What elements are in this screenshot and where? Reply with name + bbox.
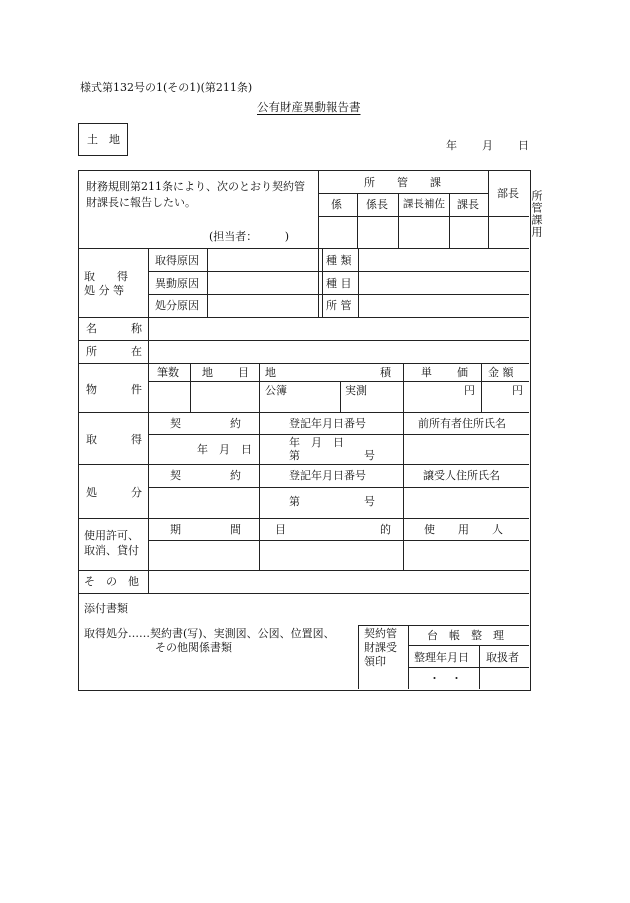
col-area-a: 地 [265,366,276,379]
area-survey: 実測 [345,384,367,397]
reason-change: 異動原因 [155,277,199,290]
col-area-b: 積 [380,366,391,379]
dispose-reg-header: 登記年月日番号 [289,469,366,482]
name-label-a: 名 [86,322,97,335]
col-kakari: 係 [331,198,342,211]
receipt-line2: 財課受 [364,641,397,654]
location-label-a: 所 [86,345,97,358]
property-label-b: 件 [131,383,142,396]
date-month: 月 [482,139,493,152]
control-label: 所 管 [326,299,352,312]
attachments-line2: その他関係書類 [155,641,232,654]
location-label-b: 在 [131,345,142,358]
acquire-contract-date: 年 月 日 [197,443,252,456]
period-a: 期 [170,523,181,536]
dispose-label-a: 処 [86,486,97,499]
usage-label-line1: 使用許可、 [84,529,139,542]
purpose-a: 目 [275,523,286,536]
ledger-date-header: 整理年月日 [414,651,469,664]
receipt-line3: 領印 [364,655,386,668]
reason-acquire: 取得原因 [155,254,199,267]
col-price-b: 価 [457,366,468,379]
amount-yen: 円 [512,384,523,397]
document-title: 公有財産異動報告書 [257,100,361,114]
col-bucho: 部長 [497,187,519,200]
dispose-label-b: 分 [131,486,142,499]
reason-dispose: 処分原因 [155,299,199,312]
category-label: 土 地 [87,133,120,146]
period-b: 間 [230,523,241,536]
purpose-b: 的 [380,523,391,536]
col-chimoku-a: 地 [202,366,213,379]
usage-label-line2: 取消、貸付 [84,544,139,557]
acquire-contract-a: 契 [170,417,181,430]
acquire-reg-date: 年 月 日 [289,436,344,449]
name-label-b: 称 [131,322,142,335]
price-yen: 円 [464,384,475,397]
report-text-line2: 財課長に報告したい。 [86,196,196,209]
other-label: そ の 他 [84,575,139,588]
user-c: 人 [492,523,503,536]
date-day: 日 [518,139,529,152]
kind-label: 種 類 [326,254,352,267]
dispose-no-a: 第 [289,495,300,508]
acquire-label-b: 得 [131,433,142,446]
report-text-line1: 財務規則第211条により、次のとおり契約管 [86,180,305,193]
col-kachohosa: 課長補佐 [403,198,445,210]
area-registry: 公簿 [265,384,287,397]
person-in-charge: (担当者： ) [209,230,290,243]
ledger-date-dots: ・ ・ [429,672,462,685]
user-a: 使 [424,523,435,536]
col-chimoku-b: 目 [238,366,249,379]
handler-header: 取扱者 [486,651,519,664]
item-label: 種 目 [326,277,352,290]
acquire-reg-header: 登記年月日番号 [289,417,366,430]
col-amount: 金 額 [488,366,514,379]
receipt-line1: 契約管 [364,627,397,640]
acquire-contract-b: 約 [230,417,241,430]
acquire-reg-no-a: 第 [289,449,300,462]
dept-header: 所 管 課 [364,176,441,189]
property-label-a: 物 [86,383,97,396]
user-b: 用 [458,523,469,536]
prev-owner-header: 前所有者住所氏名 [418,417,506,430]
reasons-group-line2: 処 分 等 [84,284,124,297]
col-price-a: 単 [421,366,432,379]
acquire-reg-no-b: 号 [364,449,375,462]
col-count: 筆数 [157,366,179,379]
transferee-header: 譲受人住所氏名 [423,469,500,482]
dispose-contract-a: 契 [170,469,181,482]
dispose-contract-b: 約 [230,469,241,482]
reasons-group-line1: 取 得 [84,270,128,283]
col-kakaricho: 係長 [366,198,388,211]
attachments-line1: 取得処分……契約書(写)、実測図、公図、位置図、 [84,627,335,640]
ledger-header: 台 帳 整 理 [427,629,504,642]
date-year: 年 [446,139,457,152]
col-kacho: 課長 [457,198,479,211]
acquire-label-a: 取 [86,433,97,446]
side-label-shokanka: 所管課用 [530,190,543,238]
dispose-no-b: 号 [364,495,375,508]
form-number: 様式第132号の1(その1)(第211条) [80,81,253,94]
attachments-label: 添付書類 [84,602,128,615]
